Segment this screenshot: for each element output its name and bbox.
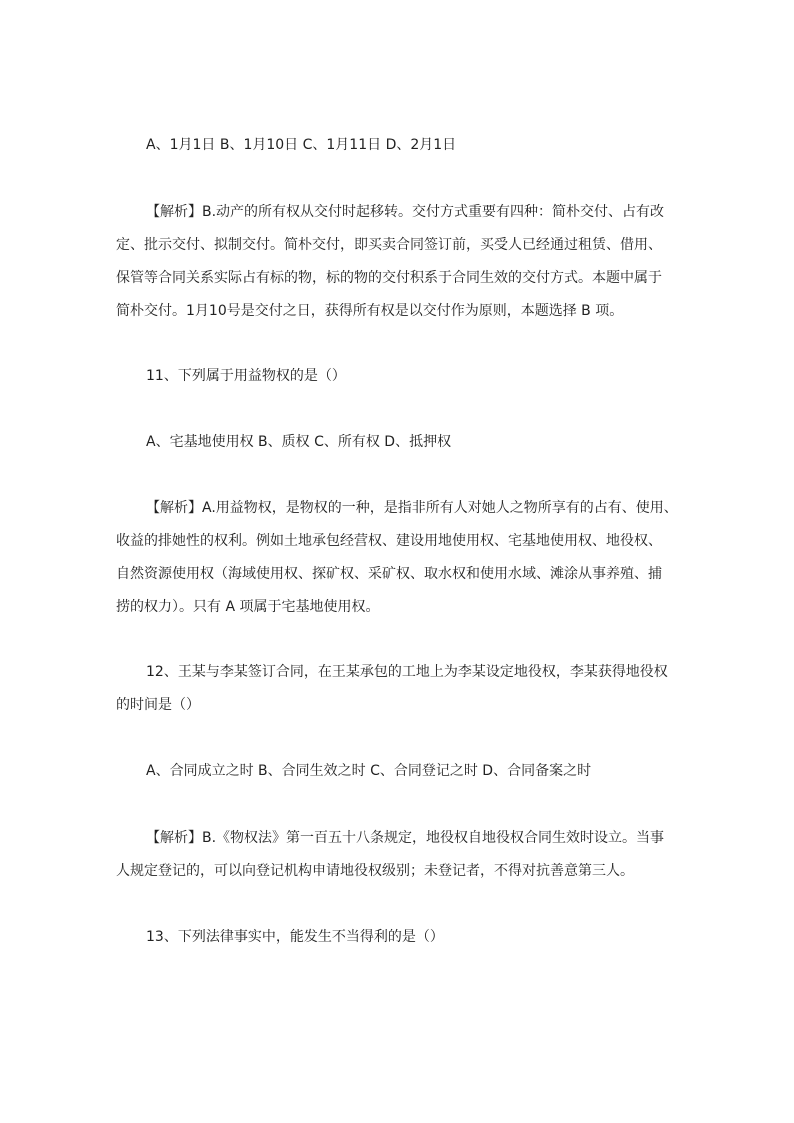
text-line: 【解析】B.《物权法》第一百五十八条规定，地役权自地役权合同生效时设立。当事	[146, 830, 665, 846]
question-11	[116, 360, 676, 393]
text-line: 收益的排她性的权利。例如土地承包经营权、建设用地使用权、宅基地使用权、地役权、	[116, 533, 662, 549]
text-line: 【解析】A.用益物权，是物权的一种，是指非所有人对她人之物所享有的占有、使用、	[146, 500, 678, 516]
question-13	[116, 921, 676, 954]
text-line: 13、下列法律事实中，能发生不当得利的是（）	[146, 929, 444, 945]
text-line: 11、下列属于用益物权的是（）	[146, 368, 346, 384]
text-line: 的时间是（）	[116, 697, 200, 713]
text-line: 【解析】B.动产的所有权从交付时起移转。交付方式重要有四种：简朴交付、占有改	[146, 204, 665, 220]
text-line: 12、王某与李某签订合同，在王某承包的工地上为李某设定地役权，李某获得地役权	[146, 664, 668, 680]
text-line: 定、批示交付、拟制交付。简朴交付，即买卖合同签订前，买受人已经通过租赁、借用、	[116, 237, 662, 253]
question-11-analysis	[116, 492, 676, 624]
text-line: 简朴交付。1月10号是交付之日，获得所有权是以交付作为原则，本题选择 B 项。	[116, 303, 624, 319]
text-line: A、宅基地使用权 B、质权 C、所有权 D、抵押权	[146, 434, 452, 450]
text-line: 保管等合同关系实际占有标的物，标的物的交付积系于合同生效的交付方式。本题中属于	[116, 270, 662, 286]
question-10-options	[116, 129, 676, 162]
question-12-options	[116, 755, 676, 788]
question-12-analysis	[116, 822, 676, 888]
text-line: 自然资源使用权（海域使用权、探矿权、采矿权、取水权和使用水域、滩涂从事养殖、捕	[116, 566, 662, 582]
text-line: 人规定登记的，可以向登记机构申请地役权级别；未登记者，不得对抗善意第三人。	[116, 863, 634, 879]
text-line: A、合同成立之时 B、合同生效之时 C、合同登记之时 D、合同备案之时	[146, 763, 592, 779]
text-line: A、1月1日 B、1月10日 C、1月11日 D、2月1日	[146, 137, 457, 153]
question-11-options	[116, 426, 676, 459]
text-line: 捞的权力）。只有 A 项属于宅基地使用权。	[116, 599, 380, 615]
question-12	[116, 656, 676, 722]
question-10-analysis	[116, 196, 676, 328]
